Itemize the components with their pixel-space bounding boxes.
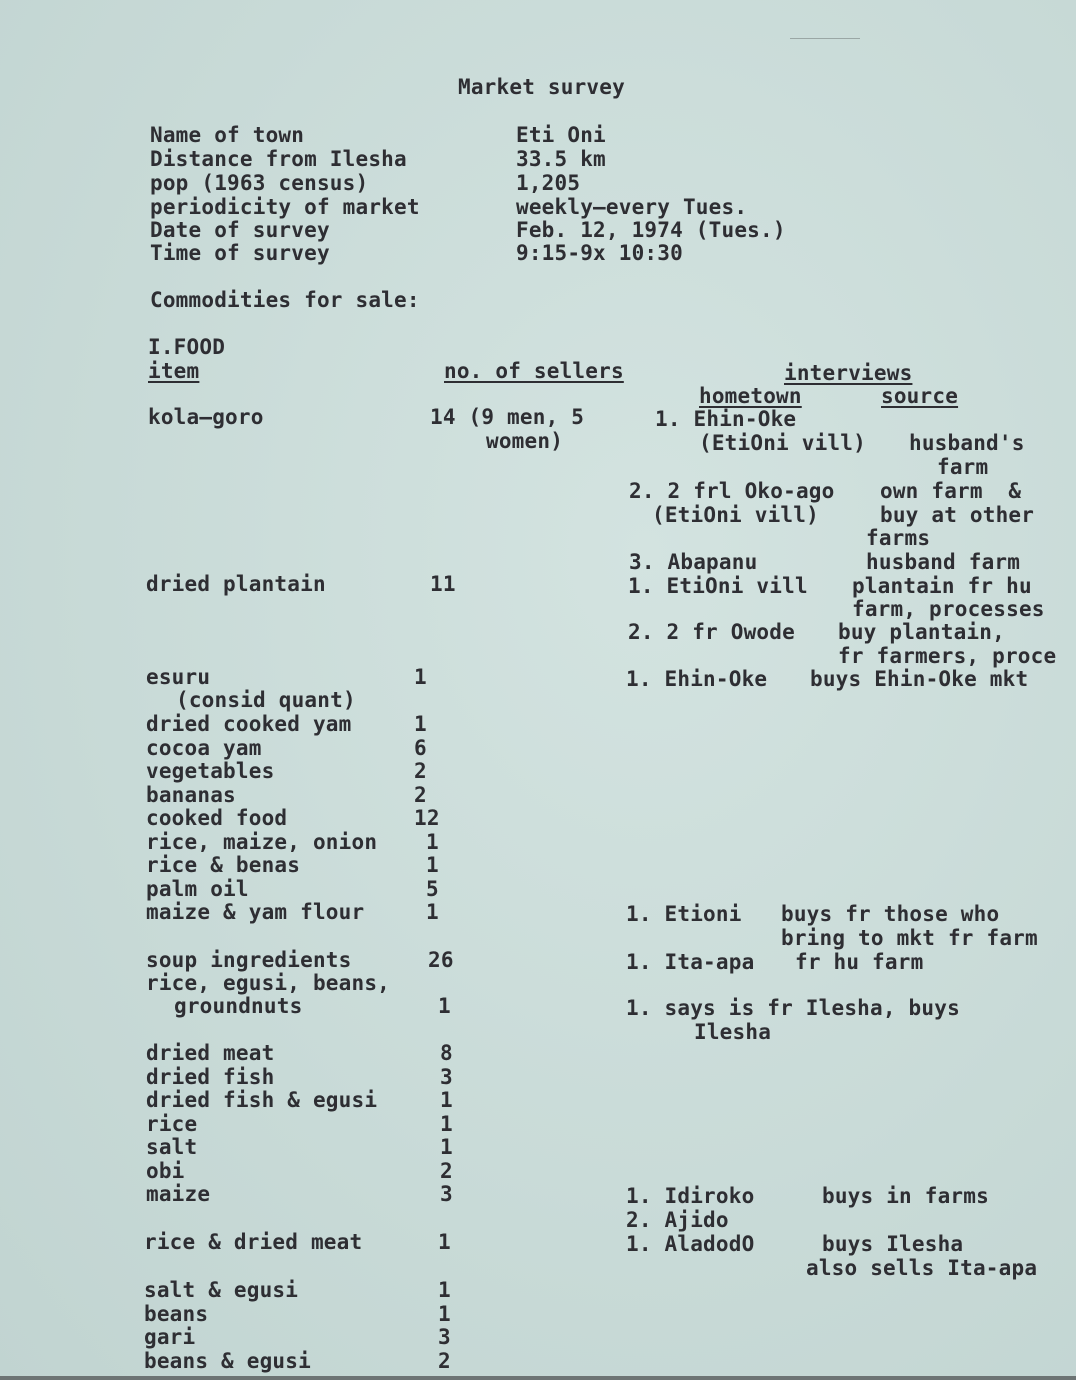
seller-count: 1 [426, 830, 439, 854]
header-source: source [881, 384, 959, 408]
item-name: obi [146, 1159, 185, 1183]
item-name: rice & benas [146, 853, 301, 877]
interview-source: also sells Ita-apa [806, 1256, 1038, 1280]
header-interviews: interviews [784, 361, 913, 385]
interview-source: buy plantain, [838, 620, 1005, 644]
seller-count: 1 [438, 1302, 451, 1326]
interview-hometown: 1. Ita-apa [626, 950, 755, 974]
interview-source: buys in farms [822, 1184, 989, 1208]
item-name: rice, egusi, beans, [146, 971, 391, 995]
interview-hometown: 3. Abapanu [629, 550, 758, 574]
interview-source: farms [866, 526, 931, 550]
seller-count: 3 [438, 1325, 451, 1349]
item-name: gari [144, 1325, 196, 1349]
seller-count: 12 [414, 806, 440, 830]
info-label: Distance from Ilesha [150, 147, 407, 171]
page-mark [790, 38, 860, 39]
interview-source: own farm & [880, 479, 1022, 503]
page-bottom-edge [0, 1376, 1076, 1380]
item-name: soup ingredients [146, 948, 352, 972]
interview-hometown: 1. says is fr Ilesha, buys [626, 996, 960, 1020]
interview-source: husband farm [866, 550, 1021, 574]
page-title: Market survey [458, 75, 625, 99]
item-name: beans & egusi [144, 1349, 311, 1373]
interview-hometown: 1. Ehin-Oke [655, 407, 797, 431]
item-name: maize & yam flour [146, 900, 365, 924]
header-hometown: hometown [699, 384, 802, 408]
interview-source: bring to mkt fr farm [781, 926, 1038, 950]
item-name: rice & dried meat [144, 1230, 363, 1254]
interview-hometown: Ilesha [694, 1020, 772, 1044]
info-label: pop (1963 census) [150, 171, 369, 195]
seller-count: 14 (9 men, 5 [430, 405, 585, 429]
header-sellers: no. of sellers [444, 359, 624, 383]
seller-count: 1 [438, 994, 451, 1018]
info-label: Time of survey [150, 241, 330, 265]
interview-source: farm, processes [852, 597, 1045, 621]
seller-count: 1 [440, 1112, 453, 1136]
seller-count: 1 [440, 1088, 453, 1112]
seller-count: 1 [426, 853, 439, 877]
seller-count: 2 [414, 759, 427, 783]
item-name-note: (consid quant) [176, 688, 356, 712]
seller-count: 1 [414, 665, 427, 689]
interview-source: plantain fr hu [852, 574, 1032, 598]
item-name: vegetables [146, 759, 275, 783]
item-name: maize [146, 1182, 211, 1206]
info-label: Name of town [150, 123, 305, 147]
seller-count: 1 [426, 900, 439, 924]
info-value: 33.5 km [516, 147, 606, 171]
interview-hometown: 1. Ehin-Oke [626, 667, 768, 691]
interview-source: fr hu farm [795, 950, 924, 974]
item-name: palm oil [146, 877, 249, 901]
seller-count: 3 [440, 1065, 453, 1089]
info-label: Date of survey [150, 218, 330, 242]
interview-hometown: 1. Etioni [626, 902, 742, 926]
seller-count: 2 [438, 1349, 451, 1373]
seller-count: 8 [440, 1041, 453, 1065]
item-name: dried fish [146, 1065, 275, 1089]
item-name: salt [146, 1135, 198, 1159]
interview-hometown: 2. 2 frl Oko-ago [629, 479, 835, 503]
seller-count: 2 [414, 783, 427, 807]
interview-source: fr farmers, proce [838, 644, 1057, 668]
item-name: salt & egusi [144, 1278, 299, 1302]
interview-hometown: 1. Idiroko [626, 1184, 755, 1208]
interview-source: farm [937, 455, 989, 479]
item-name: dried plantain [146, 572, 326, 596]
seller-count-note: women) [486, 429, 564, 453]
section-heading: I.FOOD [148, 335, 226, 359]
item-name: cooked food [146, 806, 288, 830]
header-item: item [148, 359, 200, 383]
seller-count: 1 [414, 712, 427, 736]
info-value: Eti Oni [516, 123, 606, 147]
interview-hometown: (EtiOni vill) [699, 431, 866, 455]
item-name: rice [146, 1112, 198, 1136]
item-name: esuru [146, 665, 211, 689]
item-name: bananas [146, 783, 236, 807]
interview-source: buys fr those who [781, 902, 1000, 926]
item-name: dried meat [146, 1041, 275, 1065]
info-value: 9:15-9x 10:30 [516, 241, 683, 265]
interview-hometown: 1. AladodO [626, 1232, 755, 1256]
item-name-note: groundnuts [174, 994, 303, 1018]
seller-count: 2 [440, 1159, 453, 1183]
seller-count: 6 [414, 736, 427, 760]
item-name: dried fish & egusi [146, 1088, 378, 1112]
seller-count: 5 [426, 877, 439, 901]
seller-count: 26 [428, 948, 454, 972]
interview-source: buys Ehin-Oke mkt [810, 667, 1029, 691]
interview-hometown: 1. EtiOni vill [628, 574, 808, 598]
commodities-heading: Commodities for sale: [150, 288, 420, 312]
interview-hometown: (EtiOni vill) [652, 503, 819, 527]
interview-source: husband's [909, 431, 1025, 455]
interview-source: buys Ilesha [822, 1232, 964, 1256]
interview-hometown: 2. 2 fr Owode [628, 620, 795, 644]
seller-count: 1 [438, 1230, 451, 1254]
interview-hometown: 2. Ajido [626, 1208, 729, 1232]
item-name: dried cooked yam [146, 712, 352, 736]
info-value: Feb. 12, 1974 (Tues.) [516, 218, 786, 242]
item-name: rice, maize, onion [146, 830, 378, 854]
info-label: periodicity of market [150, 195, 420, 219]
seller-count: 11 [430, 572, 456, 596]
seller-count: 3 [440, 1182, 453, 1206]
info-value: 1,205 [516, 171, 581, 195]
item-name: cocoa yam [146, 736, 262, 760]
interview-source: buy at other [880, 503, 1035, 527]
item-name: beans [144, 1302, 209, 1326]
seller-count: 1 [438, 1278, 451, 1302]
info-value: weekly—every Tues. [516, 195, 748, 219]
seller-count: 1 [440, 1135, 453, 1159]
item-name: kola—goro [148, 405, 264, 429]
